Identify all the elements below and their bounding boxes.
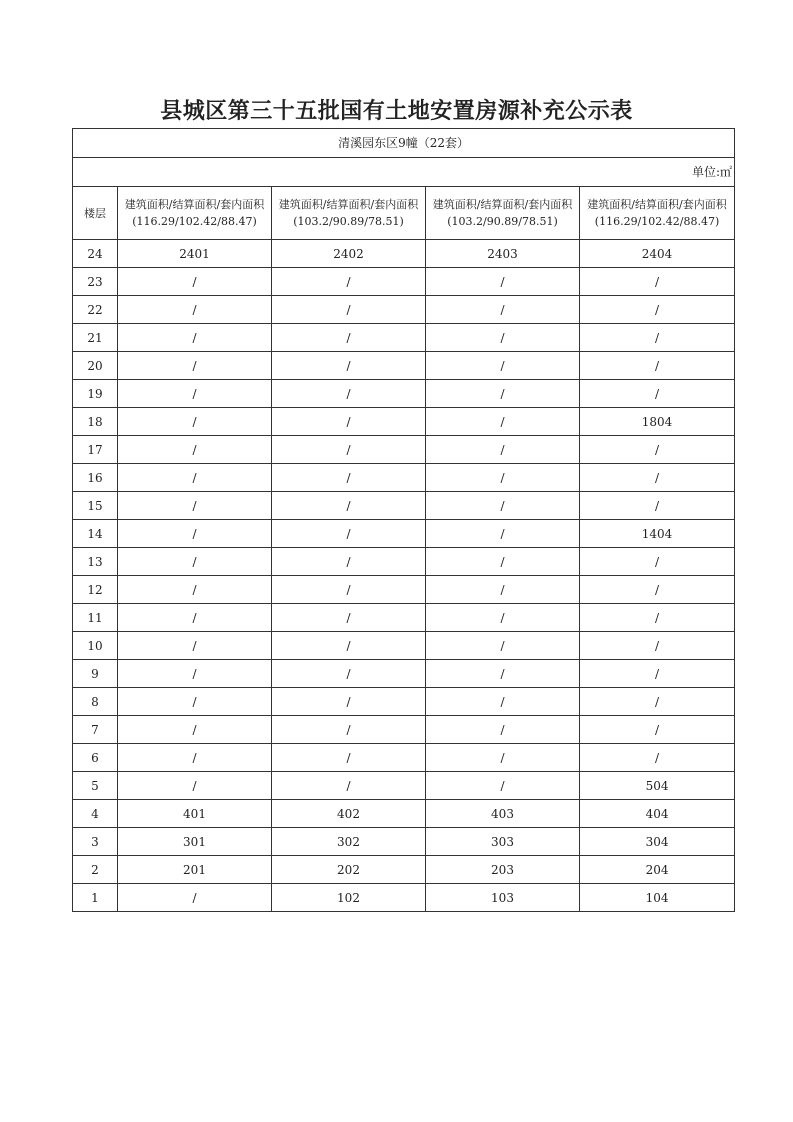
unit-cell: /: [272, 492, 426, 520]
unit-cell: /: [272, 632, 426, 660]
unit-cell: /: [580, 492, 735, 520]
floor-cell: 14: [73, 520, 118, 548]
unit-cell: 1404: [580, 520, 735, 548]
column-header: 建筑面积/结算面积/套内面积(103.2/90.89/78.51): [426, 187, 580, 240]
unit-cell: 403: [426, 800, 580, 828]
unit-cell: 301: [118, 828, 272, 856]
unit-cell: 2404: [580, 240, 735, 268]
unit-cell: /: [426, 548, 580, 576]
table-row: [73, 352, 735, 380]
unit-cell: /: [426, 520, 580, 548]
unit-cell: 201: [118, 856, 272, 884]
unit-cell: /: [118, 324, 272, 352]
floor-cell: 21: [73, 324, 118, 352]
table-row: [73, 604, 735, 632]
table-row: [73, 492, 735, 520]
unit-cell: /: [580, 324, 735, 352]
unit-cell: /: [118, 716, 272, 744]
unit-cell: /: [272, 268, 426, 296]
unit-cell: /: [118, 268, 272, 296]
unit-cell: /: [118, 688, 272, 716]
unit-cell: 203: [426, 856, 580, 884]
table-row: [73, 772, 735, 800]
unit-cell: /: [118, 492, 272, 520]
table-row: [73, 576, 735, 604]
unit-cell: /: [426, 772, 580, 800]
table-row: [73, 688, 735, 716]
unit-cell: /: [580, 464, 735, 492]
unit-cell: /: [580, 716, 735, 744]
building-name: 清溪园东区9幢（22套）: [73, 129, 735, 158]
unit-cell: /: [272, 296, 426, 324]
unit-cell: /: [580, 632, 735, 660]
floor-cell: 23: [73, 268, 118, 296]
floor-cell: 2: [73, 856, 118, 884]
unit-cell: 2402: [272, 240, 426, 268]
unit-cell: /: [118, 576, 272, 604]
floor-cell: 6: [73, 744, 118, 772]
unit-cell: 104: [580, 884, 735, 912]
unit-cell: /: [118, 408, 272, 436]
floor-cell: 1: [73, 884, 118, 912]
unit-cell: 2403: [426, 240, 580, 268]
unit-cell: /: [118, 632, 272, 660]
unit-cell: /: [580, 436, 735, 464]
unit-cell: /: [426, 632, 580, 660]
floor-cell: 17: [73, 436, 118, 464]
unit-cell: /: [118, 884, 272, 912]
unit-cell: /: [118, 520, 272, 548]
column-header: 建筑面积/结算面积/套内面积(103.2/90.89/78.51): [272, 187, 426, 240]
unit-cell: /: [426, 744, 580, 772]
unit-cell: /: [580, 688, 735, 716]
floor-cell: 22: [73, 296, 118, 324]
table-row: [73, 380, 735, 408]
unit-cell: /: [118, 464, 272, 492]
column-header: 建筑面积/结算面积/套内面积(116.29/102.42/88.47): [118, 187, 272, 240]
floor-cell: 13: [73, 548, 118, 576]
unit-cell: 303: [426, 828, 580, 856]
unit-cell: 202: [272, 856, 426, 884]
unit-cell: /: [426, 716, 580, 744]
unit-cell: /: [272, 464, 426, 492]
unit-cell: /: [426, 492, 580, 520]
unit-cell: /: [272, 380, 426, 408]
unit-cell: /: [272, 576, 426, 604]
floor-cell: 3: [73, 828, 118, 856]
unit-cell: /: [580, 380, 735, 408]
floor-cell: 7: [73, 716, 118, 744]
unit-cell: 103: [426, 884, 580, 912]
unit-cell: /: [580, 744, 735, 772]
table-row: [73, 520, 735, 548]
unit-cell: 204: [580, 856, 735, 884]
unit-cell: 2401: [118, 240, 272, 268]
table-row: [73, 548, 735, 576]
unit-cell: /: [426, 324, 580, 352]
floor-header: 楼层: [73, 187, 118, 240]
unit-cell: /: [272, 408, 426, 436]
table-row: [73, 828, 735, 856]
unit-cell: /: [426, 464, 580, 492]
floor-cell: 4: [73, 800, 118, 828]
table-row: [73, 884, 735, 912]
unit-cell: /: [426, 380, 580, 408]
unit-cell: /: [272, 520, 426, 548]
unit-cell: /: [426, 604, 580, 632]
housing-table: [72, 128, 735, 912]
unit-cell: 1804: [580, 408, 735, 436]
unit-cell: /: [272, 352, 426, 380]
floor-cell: 19: [73, 380, 118, 408]
table-row: [73, 436, 735, 464]
floor-cell: 20: [73, 352, 118, 380]
page-title: 县城区第三十五批国有土地安置房源补充公示表: [160, 98, 633, 124]
table-row: [73, 632, 735, 660]
unit-cell: /: [580, 268, 735, 296]
unit-cell: /: [118, 772, 272, 800]
floor-cell: 15: [73, 492, 118, 520]
unit-cell: /: [272, 660, 426, 688]
unit-cell: /: [118, 352, 272, 380]
unit-cell: /: [118, 548, 272, 576]
table-row: [73, 240, 735, 268]
floor-cell: 24: [73, 240, 118, 268]
unit-cell: /: [580, 660, 735, 688]
unit-cell: /: [272, 436, 426, 464]
unit-cell: /: [426, 436, 580, 464]
table-row: [73, 660, 735, 688]
unit-cell: /: [580, 548, 735, 576]
unit-cell: /: [272, 548, 426, 576]
unit-cell: /: [272, 324, 426, 352]
unit-cell: 302: [272, 828, 426, 856]
unit-cell: 402: [272, 800, 426, 828]
unit-label: 单位:㎡: [73, 158, 735, 187]
unit-cell: /: [426, 408, 580, 436]
unit-cell: /: [118, 744, 272, 772]
floor-cell: 12: [73, 576, 118, 604]
table-row: [73, 408, 735, 436]
unit-cell: 504: [580, 772, 735, 800]
unit-cell: /: [580, 296, 735, 324]
unit-cell: /: [272, 716, 426, 744]
unit-cell: /: [118, 660, 272, 688]
floor-cell: 8: [73, 688, 118, 716]
table-row: [73, 464, 735, 492]
column-header: 建筑面积/结算面积/套内面积(116.29/102.42/88.47): [580, 187, 735, 240]
unit-cell: 304: [580, 828, 735, 856]
table-row: [73, 296, 735, 324]
unit-cell: /: [426, 296, 580, 324]
unit-cell: /: [272, 744, 426, 772]
unit-cell: /: [426, 352, 580, 380]
table-row: [73, 856, 735, 884]
unit-cell: /: [118, 604, 272, 632]
unit-cell: /: [118, 380, 272, 408]
floor-cell: 18: [73, 408, 118, 436]
unit-cell: 404: [580, 800, 735, 828]
floor-cell: 5: [73, 772, 118, 800]
unit-cell: 102: [272, 884, 426, 912]
floor-cell: 10: [73, 632, 118, 660]
unit-cell: /: [426, 268, 580, 296]
table-row: [73, 268, 735, 296]
unit-cell: /: [426, 688, 580, 716]
unit-cell: /: [272, 772, 426, 800]
floor-cell: 16: [73, 464, 118, 492]
table-row: [73, 716, 735, 744]
table-row: [73, 800, 735, 828]
floor-cell: 9: [73, 660, 118, 688]
table-row: [73, 744, 735, 772]
unit-cell: 401: [118, 800, 272, 828]
unit-cell: /: [118, 436, 272, 464]
floor-cell: 11: [73, 604, 118, 632]
unit-cell: /: [272, 604, 426, 632]
unit-cell: /: [580, 576, 735, 604]
table-row: [73, 324, 735, 352]
unit-cell: /: [580, 352, 735, 380]
unit-cell: /: [580, 604, 735, 632]
unit-cell: /: [118, 296, 272, 324]
unit-cell: /: [426, 660, 580, 688]
unit-cell: /: [272, 688, 426, 716]
unit-cell: /: [426, 576, 580, 604]
